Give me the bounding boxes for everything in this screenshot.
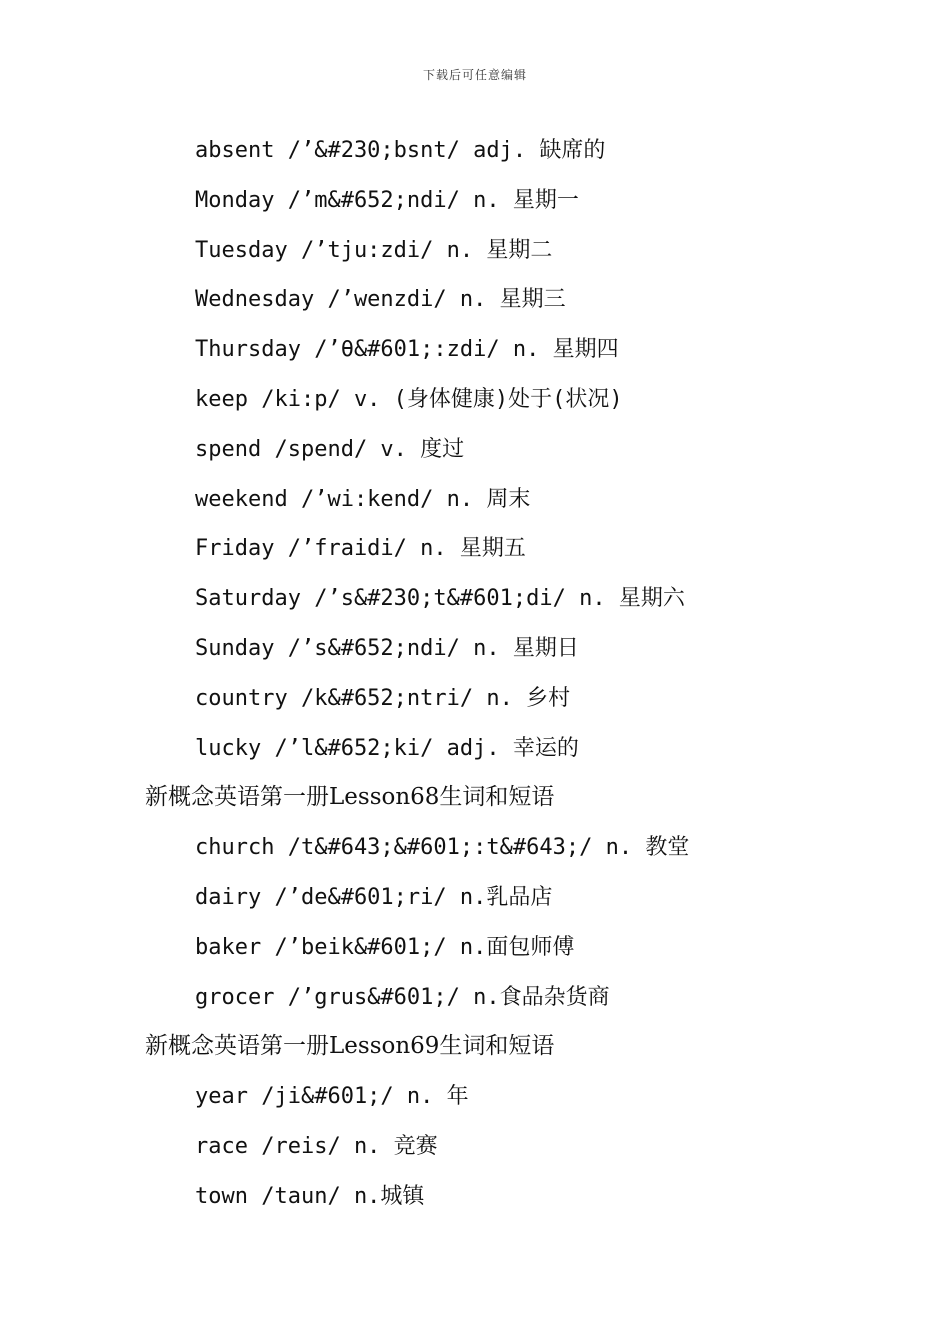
- vocab-entry: town /taun/ n.城镇: [195, 1183, 425, 1209]
- vocab-entry: baker /’beik&#601;/ n.面包师傅: [195, 934, 575, 960]
- vocab-entry: church /t&#643;&#601;:t&#643;/ n. 教堂: [195, 835, 690, 861]
- vocab-entry: Sunday /’s&#652;ndi/ n. 星期日: [195, 635, 579, 661]
- vocab-entry: Saturday /’s&#230;t&#601;di/ n. 星期六: [195, 586, 685, 612]
- vocab-entry: spend /spend/ v. 度过: [195, 436, 465, 462]
- vocab-entry: grocer /’grus&#601;/ n.食品杂货商: [195, 984, 610, 1010]
- vocab-entry: Friday /’fraidi/ n. 星期五: [195, 536, 526, 562]
- lesson-heading: 新概念英语第一册Lesson68生词和短语: [145, 784, 555, 811]
- vocab-entry: dairy /’de&#601;ri/ n.乳品店: [195, 884, 553, 910]
- vocab-entry: country /k&#652;ntri/ n. 乡村: [195, 685, 571, 711]
- vocab-entry: Monday /’m&#652;ndi/ n. 星期一: [195, 187, 579, 213]
- vocab-entry: year /ji&#601;/ n. 年: [195, 1084, 469, 1110]
- vocab-entry: keep /ki:p/ v. (身体健康)处于(状况): [195, 386, 623, 412]
- vocab-entry: Wednesday /’wenzdi/ n. 星期三: [195, 287, 566, 313]
- vocab-entry: absent /’&#230;bsnt/ adj. 缺席的: [195, 138, 606, 163]
- vocabulary-list: [0, 126, 950, 1222]
- vocab-entry: Thursday /’θ&#601;:zdi/ n. 星期四: [195, 337, 619, 363]
- vocab-entry: weekend /’wi:kend/ n. 周末: [195, 486, 531, 512]
- page-header: 下载后可任意编辑: [422, 68, 527, 82]
- lesson-heading: 新概念英语第一册Lesson69生词和短语: [145, 1033, 555, 1060]
- vocab-entry: Tuesday /’tju:zdi/ n. 星期二: [195, 237, 553, 263]
- vocab-entry: lucky /’l&#652;ki/ adj. 幸运的: [195, 735, 579, 761]
- vocab-entry: race /reis/ n. 竞赛: [195, 1133, 438, 1159]
